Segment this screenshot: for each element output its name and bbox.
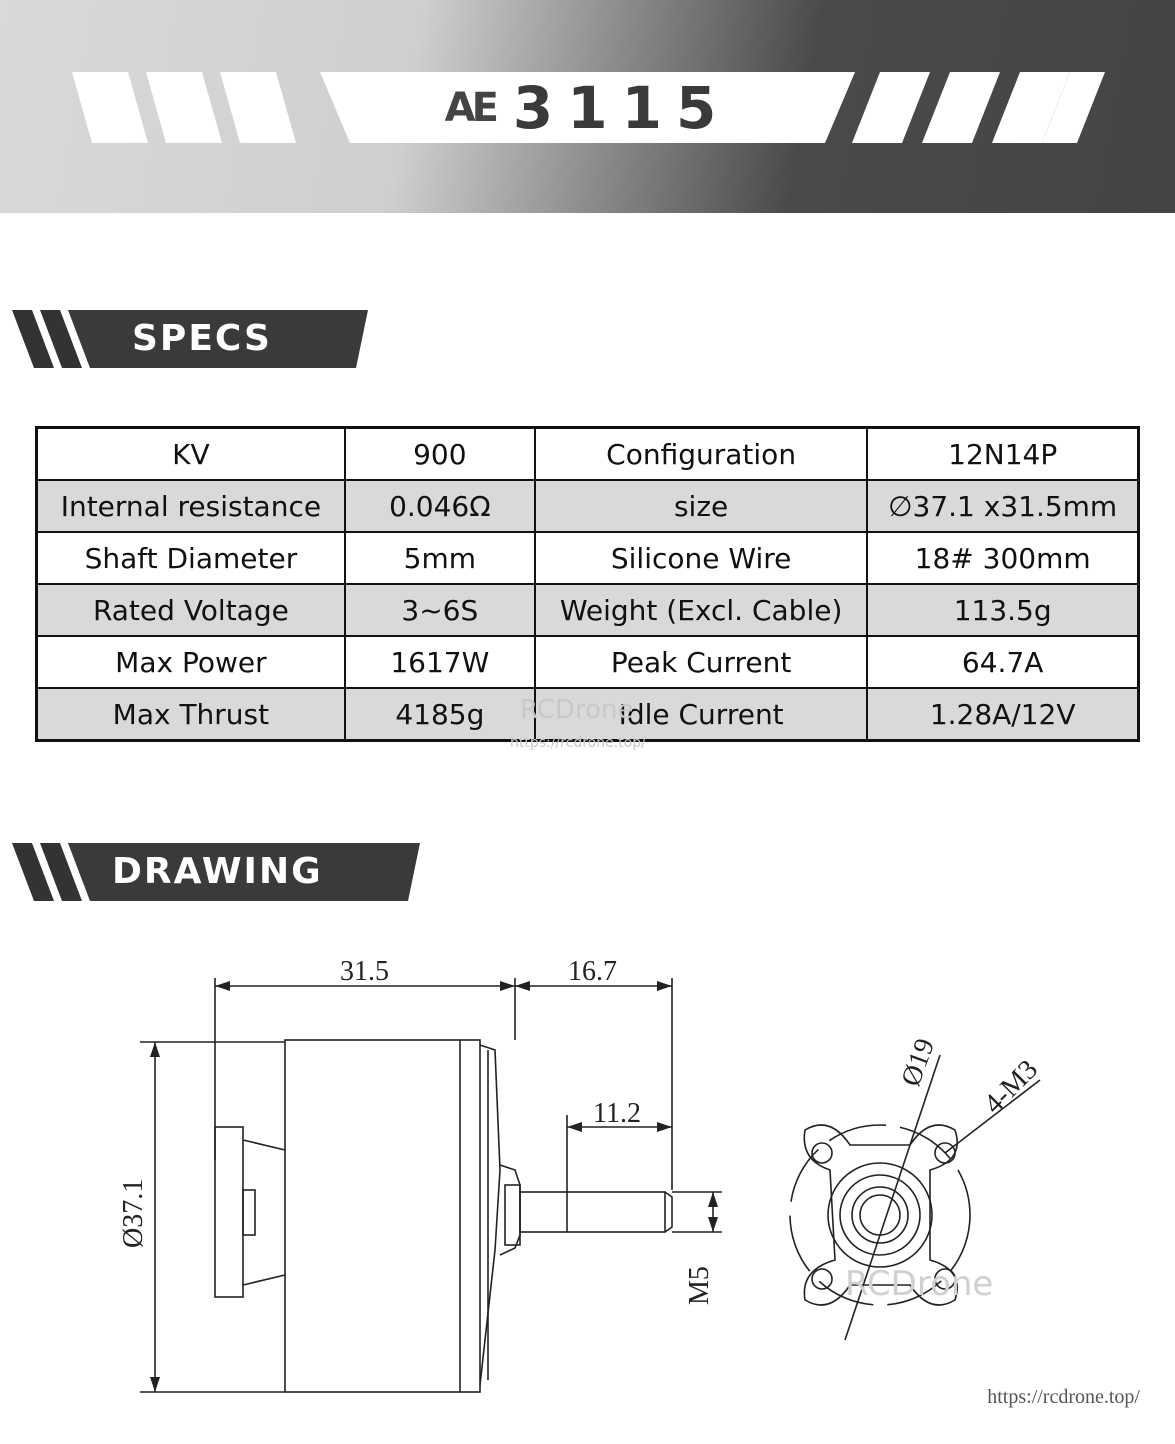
spec-label: Rated Voltage — [37, 584, 345, 636]
motor-technical-drawing — [0, 930, 1175, 1444]
spec-label: size — [535, 480, 867, 532]
spec-value: 0.046Ω — [345, 480, 535, 532]
drawing-section-header — [12, 843, 432, 903]
spec-label: Max Thrust — [37, 688, 345, 741]
specs-title: SPECS — [132, 318, 272, 359]
spec-value: 3~6S — [345, 584, 535, 636]
spec-label: Idle Current — [535, 688, 867, 741]
mount-plate — [215, 1127, 243, 1297]
spec-label: Max Power — [37, 636, 345, 688]
watermark-brand: RCDrone — [845, 1264, 994, 1304]
spec-label: Configuration — [535, 428, 867, 481]
table-row — [37, 428, 1139, 481]
spec-value: 5mm — [345, 532, 535, 584]
spec-value: 113.5g — [867, 584, 1138, 636]
spec-value: 18# 300mm — [867, 532, 1138, 584]
specs-section-header — [12, 310, 432, 370]
spec-label: Weight (Excl. Cable) — [535, 584, 867, 636]
table-row — [37, 532, 1139, 584]
spec-value: 4185g — [345, 688, 535, 741]
dim-holes-label: 4-M3 — [978, 1054, 1044, 1120]
model-name: 3115 — [512, 73, 731, 142]
drawing-title: DRAWING — [112, 851, 323, 892]
brand-logo-icon: AE — [444, 84, 495, 131]
watermark-brand: RCDrone — [520, 695, 634, 725]
table-row — [37, 480, 1139, 532]
spec-value: 900 — [345, 428, 535, 481]
dim-thread-label: M5 — [684, 1266, 715, 1305]
banner-title — [0, 60, 1175, 155]
spec-value: 12N14P — [867, 428, 1138, 481]
motor-shaft — [520, 1192, 665, 1232]
spec-value: 64.7A — [867, 636, 1138, 688]
spec-label: Shaft Diameter — [37, 532, 345, 584]
motor-bell — [285, 1040, 480, 1392]
dim-length-label: 31.5 — [340, 956, 389, 987]
table-row — [37, 584, 1139, 636]
watermark-url: https://rcdrone.top/ — [510, 735, 646, 751]
dim-shaft-label: 11.2 — [593, 1098, 641, 1129]
spec-label: Internal resistance — [37, 480, 345, 532]
spec-value: 1.28A/12V — [867, 688, 1138, 741]
dim-shaft-total-label: 16.7 — [568, 956, 617, 987]
spec-label: Peak Current — [535, 636, 867, 688]
spec-label: Silicone Wire — [535, 532, 867, 584]
footer-url: https://rcdrone.top/ — [987, 1386, 1140, 1408]
header-banner — [0, 0, 1175, 213]
spec-value: 1617W — [345, 636, 535, 688]
dim-diameter-label: Ø37.1 — [118, 1178, 149, 1248]
table-row — [37, 636, 1139, 688]
spec-label: KV — [37, 428, 345, 481]
spec-value: ∅37.1 x31.5mm — [867, 480, 1138, 532]
dim-bolt-circle-label: Ø19 — [895, 1034, 942, 1091]
